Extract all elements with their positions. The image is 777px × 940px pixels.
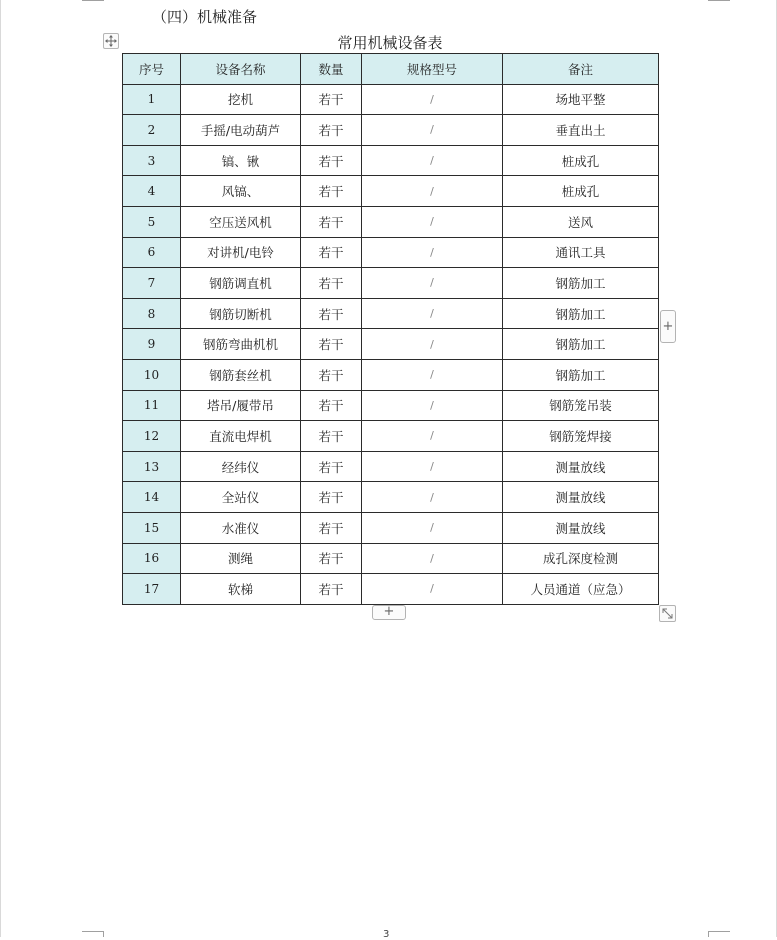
cell-name[interactable]: 钢筋调直机 xyxy=(181,268,301,299)
crop-mark xyxy=(82,931,104,932)
cell-no[interactable]: 14 xyxy=(123,482,181,513)
cell-remark[interactable]: 成孔深度检测 xyxy=(503,543,659,574)
cell-no[interactable]: 2 xyxy=(123,115,181,146)
table-row xyxy=(123,237,659,268)
cell-qty[interactable]: 若干 xyxy=(301,359,362,390)
cell-no[interactable]: 4 xyxy=(123,176,181,207)
cell-remark[interactable]: 钢筋加工 xyxy=(503,298,659,329)
table-row xyxy=(123,145,659,176)
cell-no[interactable]: 12 xyxy=(123,421,181,452)
cell-no[interactable]: 9 xyxy=(123,329,181,360)
crop-mark xyxy=(708,931,730,932)
cell-remark[interactable]: 钢筋笼焊接 xyxy=(503,421,659,452)
cell-remark[interactable]: 钢筋笼吊装 xyxy=(503,390,659,421)
cell-name[interactable]: 测绳 xyxy=(181,543,301,574)
cell-no[interactable]: 1 xyxy=(123,84,181,115)
cell-name[interactable]: 钢筋切断机 xyxy=(181,298,301,329)
table-row xyxy=(123,390,659,421)
cell-spec[interactable]: / xyxy=(362,115,503,146)
cell-no[interactable]: 3 xyxy=(123,145,181,176)
table-header-row xyxy=(123,54,659,85)
cell-remark[interactable]: 测量放线 xyxy=(503,482,659,513)
cell-qty[interactable]: 若干 xyxy=(301,298,362,329)
cell-spec[interactable]: / xyxy=(362,543,503,574)
cell-name[interactable]: 全站仪 xyxy=(181,482,301,513)
table-row xyxy=(123,359,659,390)
crop-mark xyxy=(708,931,709,937)
equipment-table xyxy=(122,53,659,605)
cell-no[interactable]: 5 xyxy=(123,206,181,237)
resize-diagonal-icon[interactable] xyxy=(659,605,676,622)
cell-no[interactable]: 17 xyxy=(123,574,181,605)
cell-name[interactable]: 对讲机/电铃 xyxy=(181,237,301,268)
table-row xyxy=(123,451,659,482)
cell-qty[interactable]: 若干 xyxy=(301,268,362,299)
move-arrows-icon[interactable] xyxy=(103,33,119,49)
cell-spec[interactable]: / xyxy=(362,359,503,390)
cell-spec[interactable]: / xyxy=(362,482,503,513)
cell-qty[interactable]: 若干 xyxy=(301,390,362,421)
cell-spec[interactable]: / xyxy=(362,329,503,360)
cell-name[interactable]: 手摇/电动葫芦 xyxy=(181,115,301,146)
cell-qty[interactable]: 若干 xyxy=(301,482,362,513)
cell-spec[interactable]: / xyxy=(362,421,503,452)
table-caption: 常用机械设备表 xyxy=(337,34,443,52)
section-heading: （四）机械准备 xyxy=(152,8,258,26)
cell-name[interactable]: 挖机 xyxy=(181,84,301,115)
cell-remark[interactable]: 测量放线 xyxy=(503,451,659,482)
cell-qty[interactable]: 若干 xyxy=(301,206,362,237)
cell-qty[interactable]: 若干 xyxy=(301,329,362,360)
table-row xyxy=(123,115,659,146)
cell-qty[interactable]: 若干 xyxy=(301,574,362,605)
cell-remark[interactable]: 钢筋加工 xyxy=(503,329,659,360)
table-row xyxy=(123,298,659,329)
cell-name[interactable]: 风镐、 xyxy=(181,176,301,207)
cell-spec[interactable]: / xyxy=(362,237,503,268)
cell-name[interactable]: 空压送风机 xyxy=(181,206,301,237)
cell-spec[interactable]: / xyxy=(362,512,503,543)
table-row xyxy=(123,543,659,574)
cell-qty[interactable]: 若干 xyxy=(301,84,362,115)
table-row xyxy=(123,512,659,543)
cell-remark[interactable]: 测量放线 xyxy=(503,512,659,543)
table-row xyxy=(123,574,659,605)
crop-mark xyxy=(708,0,730,1)
cell-spec[interactable]: / xyxy=(362,451,503,482)
cell-no[interactable]: 15 xyxy=(123,512,181,543)
cell-remark[interactable]: 场地平整 xyxy=(503,84,659,115)
cell-spec[interactable]: / xyxy=(362,390,503,421)
add-column-button[interactable]: + xyxy=(660,310,676,343)
header-remark[interactable]: 备注 xyxy=(503,54,659,85)
cell-spec[interactable]: / xyxy=(362,574,503,605)
header-no[interactable]: 序号 xyxy=(123,54,181,85)
table-row xyxy=(123,176,659,207)
add-row-button[interactable]: + xyxy=(372,605,406,620)
cell-remark[interactable]: 钢筋加工 xyxy=(503,359,659,390)
cell-qty[interactable]: 若干 xyxy=(301,237,362,268)
cell-no[interactable]: 11 xyxy=(123,390,181,421)
cell-qty[interactable]: 若干 xyxy=(301,145,362,176)
cell-qty[interactable]: 若干 xyxy=(301,543,362,574)
cell-qty[interactable]: 若干 xyxy=(301,512,362,543)
cell-spec[interactable]: / xyxy=(362,176,503,207)
cell-qty[interactable]: 若干 xyxy=(301,115,362,146)
cell-spec[interactable]: / xyxy=(362,84,503,115)
table-row xyxy=(123,482,659,513)
table-row xyxy=(123,329,659,360)
cell-remark[interactable]: 钢筋加工 xyxy=(503,268,659,299)
cell-remark[interactable]: 送风 xyxy=(503,206,659,237)
header-name[interactable]: 设备名称 xyxy=(181,54,301,85)
cell-spec[interactable]: / xyxy=(362,298,503,329)
cell-qty[interactable]: 若干 xyxy=(301,451,362,482)
cell-no[interactable]: 7 xyxy=(123,268,181,299)
cell-no[interactable]: 16 xyxy=(123,543,181,574)
cell-name[interactable]: 直流电焊机 xyxy=(181,421,301,452)
page-number: 3 xyxy=(383,929,390,940)
crop-mark xyxy=(103,931,104,937)
cell-name[interactable]: 软梯 xyxy=(181,574,301,605)
cell-remark[interactable]: 通讯工具 xyxy=(503,237,659,268)
cell-spec[interactable]: / xyxy=(362,206,503,237)
cell-spec[interactable]: / xyxy=(362,145,503,176)
cell-name[interactable]: 钢筋套丝机 xyxy=(181,359,301,390)
cell-name[interactable]: 镐、锹 xyxy=(181,145,301,176)
cell-no[interactable]: 6 xyxy=(123,237,181,268)
cell-name[interactable]: 钢筋弯曲机机 xyxy=(181,329,301,360)
cell-qty[interactable]: 若干 xyxy=(301,421,362,452)
cell-remark[interactable]: 桩成孔 xyxy=(503,145,659,176)
cell-no[interactable]: 8 xyxy=(123,298,181,329)
cell-no[interactable]: 13 xyxy=(123,451,181,482)
header-qty[interactable]: 数量 xyxy=(301,54,362,85)
table-row xyxy=(123,268,659,299)
table-row xyxy=(123,206,659,237)
cell-remark[interactable]: 垂直出土 xyxy=(503,115,659,146)
page-left-edge xyxy=(0,0,1,937)
cell-name[interactable]: 经纬仪 xyxy=(181,451,301,482)
cell-name[interactable]: 塔吊/履带吊 xyxy=(181,390,301,421)
table-row xyxy=(123,421,659,452)
crop-mark xyxy=(82,0,104,1)
table-row xyxy=(123,84,659,115)
cell-no[interactable]: 10 xyxy=(123,359,181,390)
cell-qty[interactable]: 若干 xyxy=(301,176,362,207)
cell-remark[interactable]: 人员通道（应急） xyxy=(503,574,659,605)
cell-remark[interactable]: 桩成孔 xyxy=(503,176,659,207)
header-spec[interactable]: 规格型号 xyxy=(362,54,503,85)
cell-name[interactable]: 水准仪 xyxy=(181,512,301,543)
cell-spec[interactable]: / xyxy=(362,268,503,299)
